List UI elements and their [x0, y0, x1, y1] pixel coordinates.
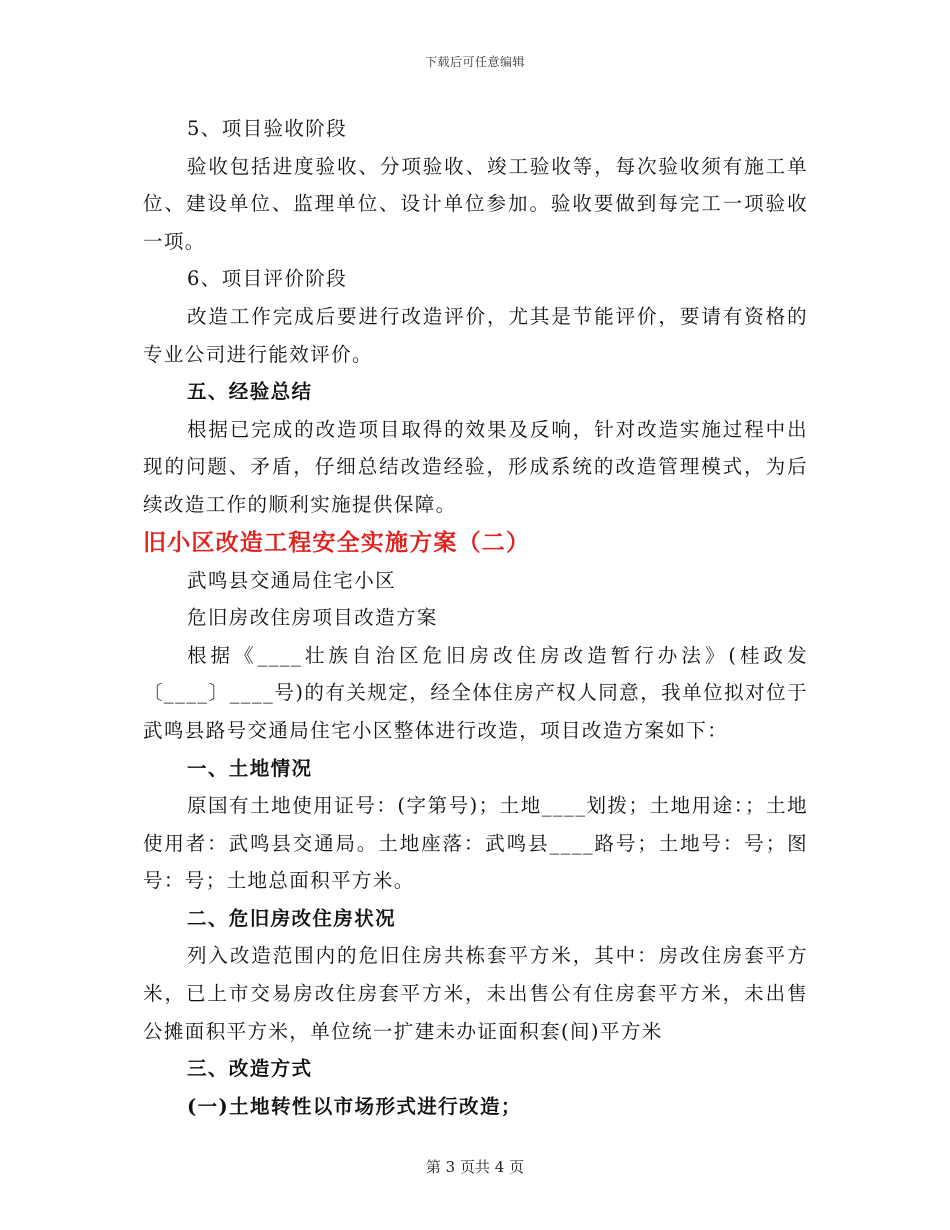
paragraph-land: 原国有土地使用证号：(字第号)；土地____划拨；土地用途：；土地使用者：武鸣县交通局。土地座落：武鸣县____路号；土地号：号；图号：号；土地总面积平方米。	[143, 794, 808, 893]
paragraph-basis: 根据《____壮族自治区危旧房改住房改造暂行办法》(桂政发〔____〕____号)的有关规定，经全体住房产权人同意，我单位拟对位于武鸣县路号交通局住宅小区整体进行改造，项目改造方案如下：	[143, 643, 808, 742]
header-note: 下载后可任意编辑	[424, 55, 525, 69]
paragraph-plan-name: 危旧房改住房项目改造方案	[187, 606, 438, 630]
paragraph-housing: 列入改造范围内的危旧住房共栋套平方米，其中：房改住房套平方米，已上市交易房改住房套平方米，未出售公有住房套平方米，未出售公摊面积平方米，单位统一扩建未办证面积套(间)平方米	[143, 944, 808, 1043]
section-heading-evaluation: 6、项目评价阶段	[187, 267, 348, 291]
document-body	[143, 110, 808, 1125]
subsection-heading-land-conversion: (一)土地转性以市场形式进行改造；	[187, 1094, 522, 1118]
section-heading-summary: 五、经验总结	[187, 380, 313, 404]
paragraph-summary: 根据已完成的改造项目取得的效果及反响，针对改造实施过程中出现的问题、矛盾，仔细总结改造经验，形成系统的改造管理模式，为后续改造工作的顺利实施提供保障。	[143, 417, 808, 516]
section-heading-method: 三、改造方式	[187, 1057, 313, 1081]
paragraph-acceptance: 验收包括进度验收、分项验收、竣工验收等，每次验收须有施工单位、建设单位、监理单位、设计单位参加。验收要做到每完工一项验收一项。	[143, 154, 808, 253]
section-heading-land: 一、土地情况	[187, 756, 313, 780]
section-heading-acceptance: 5、项目验收阶段	[187, 117, 348, 140]
paragraph-evaluation: 改造工作完成后要进行改造评价，尤其是节能评价，要请有资格的专业公司进行能效评价。	[143, 304, 808, 366]
document-title: 旧小区改造工程安全实施方案（二）	[143, 528, 531, 556]
page-number: 第 3 页共 4 页	[425, 1158, 525, 1176]
section-heading-housing: 二、危旧房改住房状况	[187, 906, 397, 930]
paragraph-subject: 武鸣县交通局住宅小区	[187, 568, 397, 592]
